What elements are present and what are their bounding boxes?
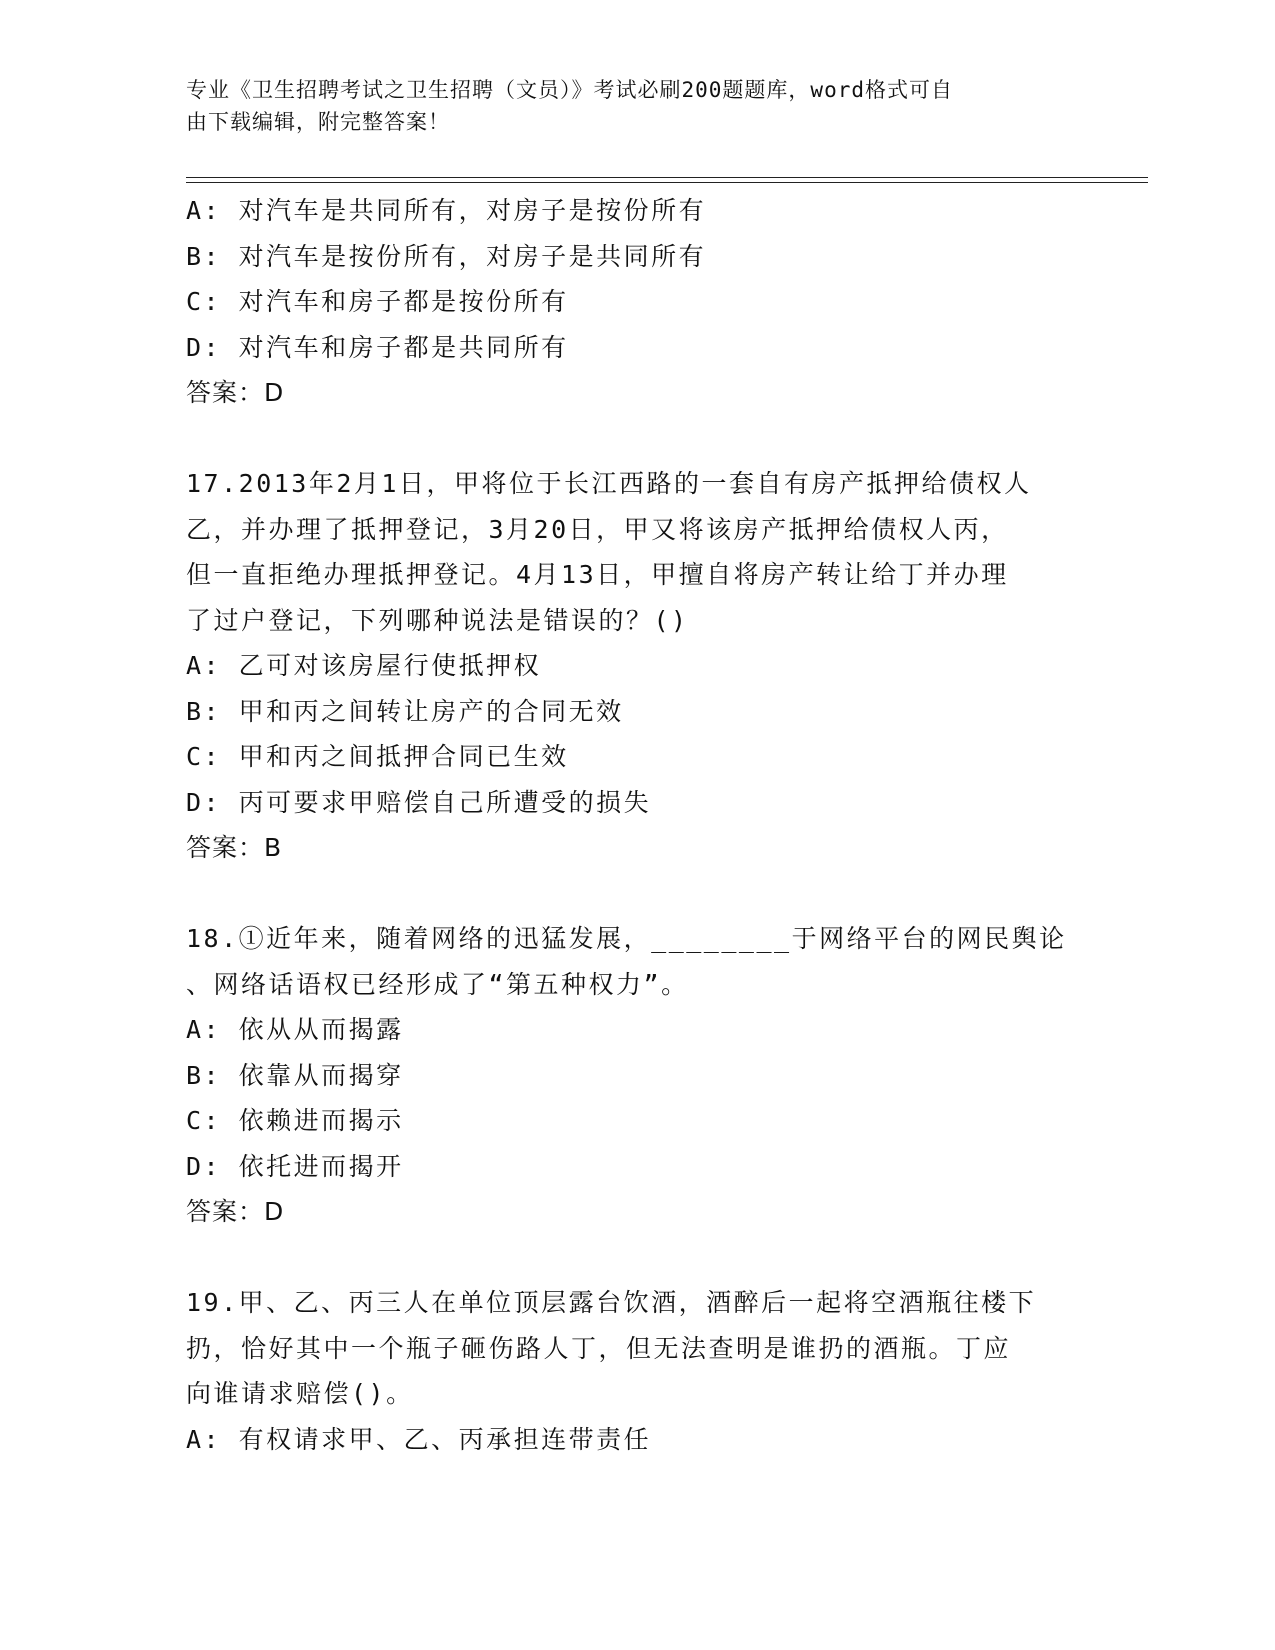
spacer	[186, 871, 1086, 917]
question-stem-line: 了过户登记，下列哪种说法是错误的？()	[186, 605, 689, 635]
spacer	[186, 416, 1086, 462]
option-a: A: 对汽车是共同所有，对房子是按份所有	[186, 196, 707, 225]
question-stem-line: 但一直拒绝办理抵押登记。4月13日，甲擅自将房产转让给丁并办理	[186, 560, 1009, 589]
question-16	[186, 188, 1086, 416]
question-stem-line: 、网络话语权已经形成了“第五种权力”。	[186, 969, 689, 999]
option-a: A: 有权请求甲、乙、丙承担连带责任	[186, 1424, 652, 1454]
answer-line: 答案：B	[186, 833, 283, 862]
document-header	[186, 74, 1066, 138]
question-stem-line: 向谁请求赔偿()。	[186, 1379, 414, 1408]
option-b: B: 甲和丙之间转让房产的合同无效	[186, 696, 624, 726]
answer-line: 答案：D	[186, 378, 285, 407]
answer-line: 答案：D	[186, 1197, 285, 1226]
option-c: C: 依赖进而揭示	[186, 1106, 404, 1135]
option-a: A: 乙可对该房屋行使抵押权	[186, 651, 542, 680]
header-divider-bottom	[186, 182, 1148, 183]
spacer	[186, 1235, 1086, 1281]
option-d: D: 丙可要求甲赔偿自己所遭受的损失	[186, 787, 652, 817]
question-17	[186, 461, 1086, 871]
question-stem-line: 19.甲、乙、丙三人在单位顶层露台饮酒，酒醉后一起将空酒瓶往楼下	[186, 1288, 1037, 1317]
option-b: B: 对汽车是按份所有，对房子是共同所有	[186, 241, 707, 271]
question-stem-line: 18.①近年来，随着网络的迅猛发展，________于网络平台的网民舆论	[186, 924, 1067, 953]
question-18	[186, 916, 1086, 1235]
question-list	[186, 188, 1086, 1462]
question-stem-line: 扔，恰好其中一个瓶子砸伤路人丁，但无法查明是谁扔的酒瓶。丁应	[186, 1333, 1012, 1363]
header-line-2: 由下载编辑，附完整答案！	[186, 110, 450, 134]
option-c: C: 对汽车和房子都是按份所有	[186, 287, 569, 316]
option-a: A: 依从从而揭露	[186, 1015, 404, 1044]
option-d: D: 依托进而揭开	[186, 1151, 404, 1181]
option-d: D: 对汽车和房子都是共同所有	[186, 332, 569, 362]
header-divider-top	[186, 177, 1148, 178]
question-stem-line: 乙，并办理了抵押登记，3月20日，甲又将该房产抵押给债权人丙，	[186, 514, 1009, 544]
question-19	[186, 1280, 1086, 1462]
header-line-1: 专业《卫生招聘考试之卫生招聘（文员）》考试必刷200题题库，word格式可自	[186, 78, 953, 102]
option-c: C: 甲和丙之间抵押合同已生效	[186, 742, 569, 771]
option-b: B: 依靠从而揭穿	[186, 1060, 404, 1090]
question-stem-line: 17.2013年2月1日，甲将位于长江西路的一套自有房产抵押给债权人	[186, 469, 1032, 498]
